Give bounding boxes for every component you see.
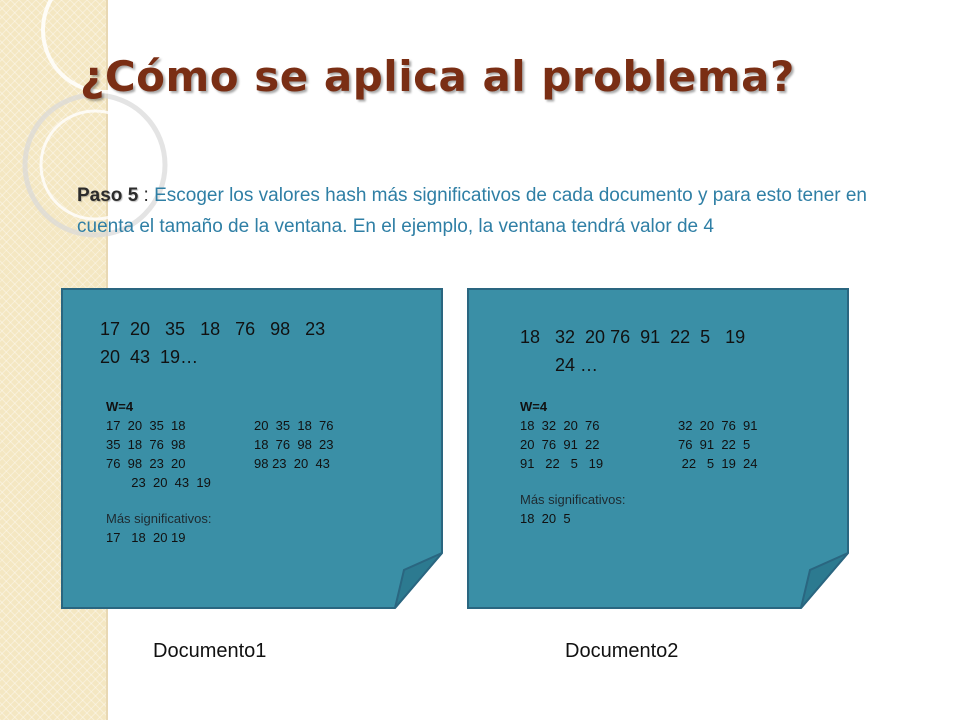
hash-sequence — [520, 323, 745, 379]
window-row: 18 32 20 76 32 20 76 91 — [520, 418, 758, 433]
hash-sequence-line: 18 32 20 76 91 22 5 19 — [520, 327, 746, 347]
window-calculation — [520, 397, 758, 528]
window-row: 23 20 43 19 — [106, 475, 211, 490]
document-2-caption: Documento2 — [565, 640, 679, 662]
hash-sequence-line: 17 20 35 18 76 98 23 — [100, 319, 326, 339]
step-description: Escoger los valores hash más significativos de cada documento y para esto tener en cuenta el tamaño de la ventana. En el ejemplo, la ventana tendrá valor de 4 — [77, 185, 867, 237]
step-label: Paso 5 — [77, 185, 139, 206]
window-row: 35 18 76 98 18 76 98 23 — [106, 437, 334, 452]
hash-sequence-line: 24 … — [520, 355, 599, 375]
window-label: W=4 — [520, 399, 548, 414]
slide-title: ¿Cómo se aplica al problema? — [80, 52, 795, 101]
window-calculation — [106, 397, 334, 547]
significant-values: 17 18 20 19 — [106, 530, 186, 545]
window-row: 76 98 23 20 98 23 20 43 — [106, 456, 330, 471]
hash-sequence-line: 20 43 19… — [100, 347, 199, 367]
hash-sequence — [100, 315, 325, 371]
window-row: 20 76 91 22 76 91 22 5 — [520, 437, 751, 452]
document-2-note — [464, 285, 852, 612]
window-row: 91 22 5 19 22 5 19 24 — [520, 456, 758, 471]
step-paragraph — [77, 180, 877, 242]
document-1-note — [58, 285, 446, 612]
window-row: 17 20 35 18 20 35 18 76 — [106, 418, 334, 433]
document-1-caption: Documento1 — [153, 640, 267, 662]
significant-label: Más significativos: — [106, 511, 212, 526]
step-colon: : — [138, 185, 155, 206]
significant-values: 18 20 5 — [520, 511, 571, 526]
significant-label: Más significativos: — [520, 492, 626, 507]
window-label: W=4 — [106, 399, 134, 414]
